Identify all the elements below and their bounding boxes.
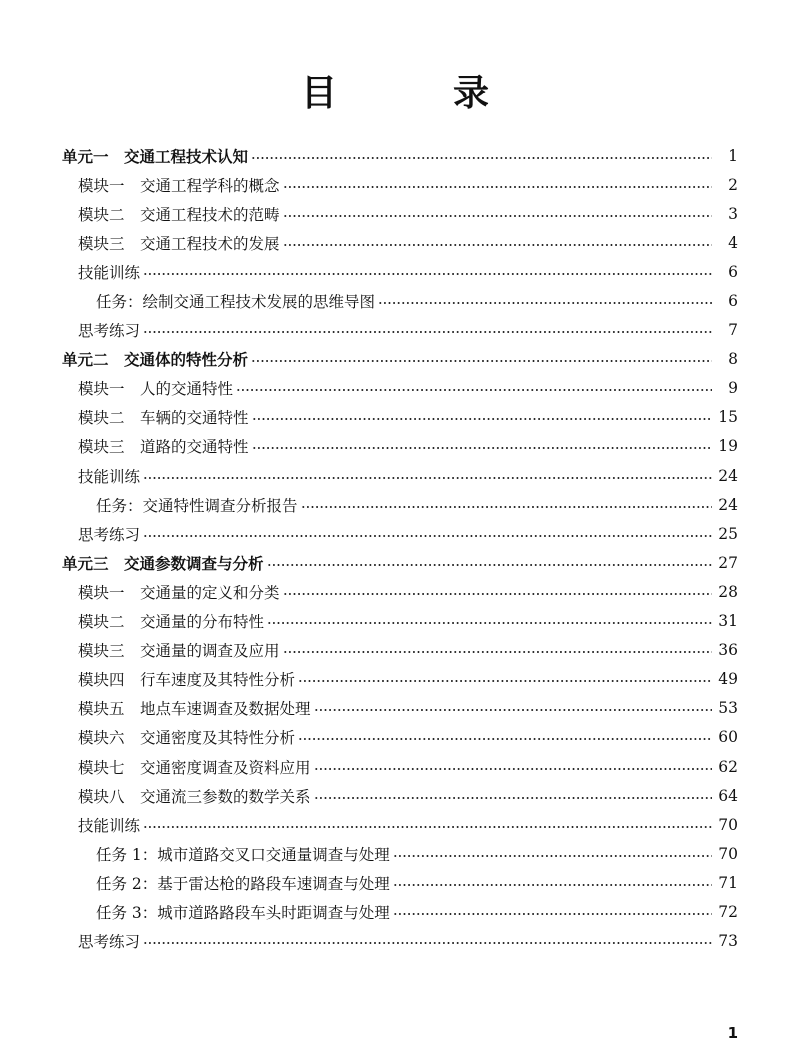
toc-entry[interactable]	[0, 257, 790, 286]
toc-entry[interactable]	[0, 286, 790, 315]
toc-entry-page: 1	[717, 147, 738, 165]
toc-entry-page: 27	[715, 554, 738, 572]
toc-entry-label: 模块一 人的交通特性	[78, 380, 234, 399]
toc-entry-label: 任务 2：基于雷达枪的路段车速调查与处理	[96, 874, 390, 893]
toc-entry-label: 模块三 道路的交通特性	[78, 438, 249, 457]
toc-entry[interactable]	[0, 723, 790, 752]
toc-entry-page: 15	[715, 408, 738, 426]
toc-entry[interactable]	[0, 432, 790, 461]
dot-leader	[143, 273, 712, 275]
toc-entry[interactable]	[0, 781, 790, 810]
toc-entry[interactable]	[0, 665, 790, 694]
page-title: 目 录	[300, 73, 529, 114]
toc-entry-label: 单元二 交通体的特性分析	[62, 351, 249, 370]
dot-leader	[393, 913, 712, 915]
toc-entry-label: 模块二 交通量的分布特性	[78, 613, 265, 632]
toc-entry[interactable]	[0, 170, 790, 199]
toc-entry-label: 任务：绘制交通工程技术发展的思维导图	[96, 293, 376, 312]
toc-entry-label: 模块二 车辆的交通特性	[78, 409, 249, 428]
toc-entry-label: 模块四 行车速度及其特性分析	[78, 671, 296, 690]
toc-entry-label: 任务 1：城市道路交叉口交通量调查与处理	[96, 845, 390, 864]
dot-leader	[251, 157, 712, 159]
dot-leader	[393, 855, 712, 857]
toc-entry-label: 任务 3：城市道路路段车头时距调查与处理	[96, 903, 390, 922]
toc-entry[interactable]	[0, 548, 790, 577]
toc-entry[interactable]	[0, 897, 790, 926]
toc-entry[interactable]	[0, 927, 790, 956]
toc-entry[interactable]	[0, 403, 790, 432]
dot-leader	[298, 738, 712, 740]
toc-entry-label: 模块五 地点车速调查及数据处理	[78, 700, 311, 719]
toc-entry-label: 模块三 交通量的调查及应用	[78, 642, 280, 661]
toc-entry-page: 19	[715, 437, 738, 455]
dot-leader	[251, 360, 712, 362]
toc-entry-label: 思考练习	[78, 322, 141, 341]
toc-entry-page: 3	[717, 205, 738, 223]
toc-entry[interactable]	[0, 868, 790, 897]
dot-leader	[283, 186, 712, 188]
toc-entry-label: 技能训练	[78, 816, 141, 835]
toc-entry-label: 技能训练	[78, 467, 141, 486]
dot-leader	[393, 884, 712, 886]
dot-leader	[378, 302, 712, 304]
toc-entry-page: 73	[715, 932, 738, 950]
toc-entry-page: 62	[715, 758, 738, 776]
toc-entry-label: 模块二 交通工程技术的范畴	[78, 205, 280, 224]
toc-entry[interactable]	[0, 694, 790, 723]
toc-entry-label: 模块一 交通量的定义和分类	[78, 583, 280, 602]
toc-entry-page: 36	[715, 641, 738, 659]
dot-leader	[143, 331, 712, 333]
toc-entry-page: 2	[717, 176, 738, 194]
toc-entry-page: 72	[715, 903, 738, 921]
toc-entry[interactable]	[0, 316, 790, 345]
toc-entry-page: 7	[717, 321, 738, 339]
dot-leader	[143, 826, 712, 828]
toc-entry[interactable]	[0, 519, 790, 548]
toc-entry[interactable]	[0, 810, 790, 839]
dot-leader	[283, 651, 712, 653]
dot-leader	[298, 680, 712, 682]
toc-entry-page: 70	[715, 845, 738, 863]
dot-leader	[143, 477, 712, 479]
dot-leader	[143, 942, 712, 944]
toc-entry-label: 技能训练	[78, 263, 141, 282]
toc-entry-page: 64	[715, 787, 738, 805]
dot-leader	[267, 564, 712, 566]
toc-entry-label: 思考练习	[78, 933, 141, 952]
dot-leader	[314, 709, 712, 711]
toc-entry-page: 8	[717, 350, 738, 368]
toc-entry-label: 单元三 交通参数调查与分析	[62, 554, 264, 573]
toc-entry[interactable]	[0, 374, 790, 403]
toc-entry-label: 模块八 交通流三参数的数学关系	[78, 787, 311, 806]
toc-entry[interactable]	[0, 199, 790, 228]
toc-entry-page: 60	[715, 728, 738, 746]
toc-entry-page: 4	[717, 234, 738, 252]
toc-entry[interactable]	[0, 141, 790, 170]
dot-leader	[252, 418, 712, 420]
toc-entry[interactable]	[0, 228, 790, 257]
dot-leader	[314, 768, 712, 770]
toc-entry-page: 24	[715, 496, 738, 514]
toc-entry-page: 70	[715, 816, 738, 834]
toc-entry-page: 6	[717, 292, 738, 310]
toc-entry[interactable]	[0, 839, 790, 868]
toc-entry-label: 思考练习	[78, 525, 141, 544]
toc-entry-label: 单元一 交通工程技术认知	[62, 147, 249, 166]
toc-entry-page: 49	[715, 670, 738, 688]
toc-entry-page: 6	[717, 263, 738, 281]
dot-leader	[283, 215, 712, 217]
page-number: 1	[727, 1024, 738, 1042]
toc-entry[interactable]	[0, 490, 790, 519]
dot-leader	[301, 506, 712, 508]
dot-leader	[314, 797, 712, 799]
toc-entry[interactable]	[0, 345, 790, 374]
toc-entry[interactable]	[0, 607, 790, 636]
dot-leader	[283, 593, 712, 595]
toc-entry-label: 模块六 交通密度及其特性分析	[78, 729, 296, 748]
toc-entry[interactable]	[0, 577, 790, 606]
toc-entry-page: 28	[715, 583, 738, 601]
toc-entry-page: 9	[717, 379, 738, 397]
toc-entry-label: 模块七 交通密度调查及资料应用	[78, 758, 311, 777]
dot-leader	[283, 244, 712, 246]
toc-entry-page: 53	[715, 699, 738, 717]
table-of-contents	[0, 141, 790, 956]
toc-entry-page: 71	[715, 874, 738, 892]
dot-leader	[252, 447, 712, 449]
toc-entry[interactable]	[0, 752, 790, 781]
toc-entry[interactable]	[0, 461, 790, 490]
toc-entry-page: 25	[715, 525, 738, 543]
toc-entry-page: 31	[715, 612, 738, 630]
toc-entry-label: 模块一 交通工程学科的概念	[78, 176, 280, 195]
toc-entry-label: 模块三 交通工程技术的发展	[78, 234, 280, 253]
toc-entry-page: 24	[715, 467, 738, 485]
dot-leader	[236, 389, 712, 391]
toc-entry-label: 任务：交通特性调查分析报告	[96, 496, 298, 515]
dot-leader	[143, 535, 712, 537]
toc-entry[interactable]	[0, 636, 790, 665]
dot-leader	[267, 622, 712, 624]
